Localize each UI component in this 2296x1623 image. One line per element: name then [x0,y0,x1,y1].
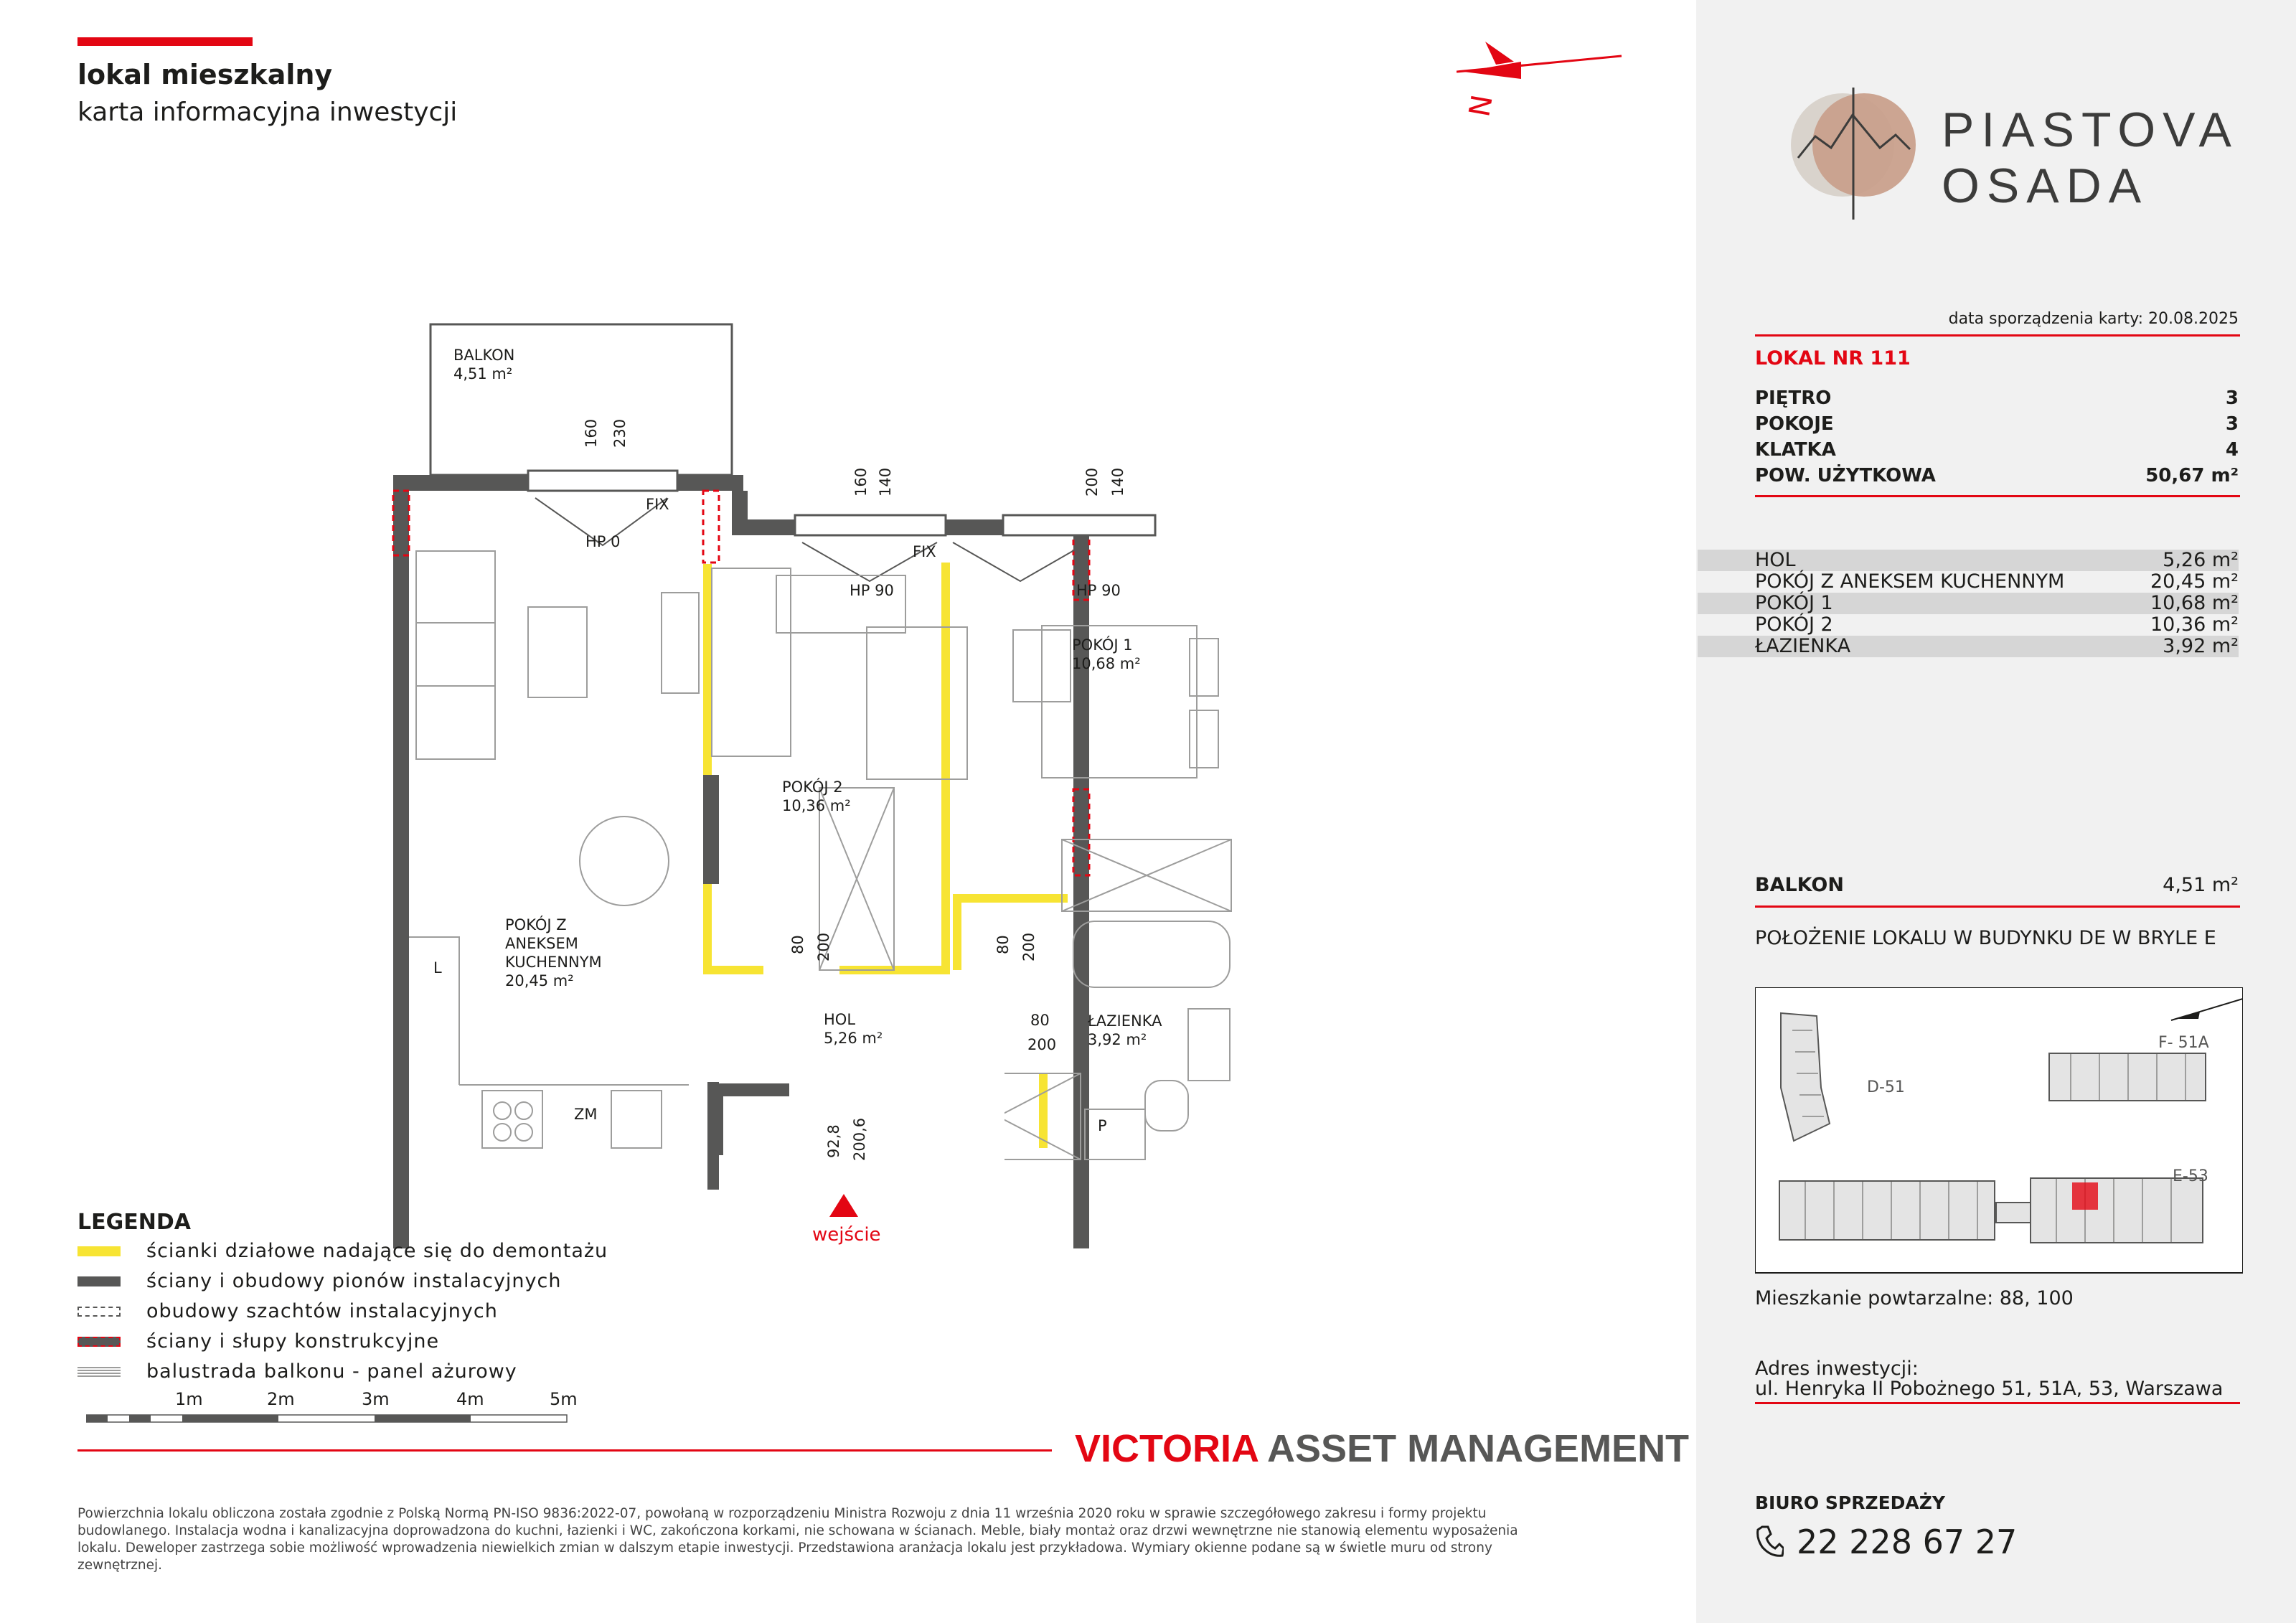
brand-line1: PIASTOVA [1942,103,2239,157]
label-pokoj1: POKÓJ 1 10,68 m² [1072,636,1141,672]
label-fix-1: FIX [646,496,669,513]
bathtub-icon [1073,921,1230,987]
info-row-staircase: KLATKA 4 [1755,439,2239,461]
dim-window3-1: 200 [1083,467,1101,497]
dim-balkon-2: 230 [611,418,629,448]
phone-icon [1755,1525,1784,1558]
legend-item-partitions: ścianki działowe nadające się do demontażu [77,1240,608,1262]
company-name: VICTORIA ASSET MANAGEMENT [1075,1427,1690,1470]
label-hp0: HP 0 [585,533,621,550]
info-row-floor: PIĘTRO 3 [1755,387,2239,409]
phone-block[interactable] [1755,1523,2017,1561]
disclaimer: Powierzchnia lokalu obliczona została zgodnie z Polską Normą PN-ISO 9836:2022-07, powołaną w rozporządzeniu Ministra Rozwoju z dnia 11 września 2020 roku w sprawie szczegółowego zakresu i formy projektu budowlanego. Instalacja wodna i kanalizacyjna doprowadzona do kuchni, łazienki i WC, zakończona korkami, nie schowana w ścianach. Meble, biały montaż oraz drzwi wewnętrzne nie stanowią elementu wyposażenia lokalu. Deweloper zastrzega sobie możliwość wprowadzenia niewielkich zmian w dalszym etapie inwestycji. Przedstawiona aranżacja lokalu jest przykładowa. Wymiary okienne podane są w świetle muru od strony zewnętrznej. [77,1506,1518,1573]
swatch-yellow [77,1246,121,1256]
scale-bar [86,1413,581,1424]
legend-item-shafts: obudowy szachtów instalacyjnych [77,1300,498,1322]
phone-number[interactable]: 22 228 67 27 [1797,1523,2018,1561]
label-hol: HOL 5,26 m² [824,1011,883,1047]
label-p: P [1098,1117,1107,1134]
scale-3m: 3m [362,1389,390,1409]
label-pokoj2: POKÓJ 2 10,36 m² [782,778,851,814]
north-label: N [1463,92,1500,120]
dim-door4-2: 200,6 [851,1117,868,1161]
room-row-pokoj2: POKÓJ 2 10,36 m² [1755,613,2239,636]
legend-item-structural: ściany i słupy konstrukcyjne [77,1330,439,1352]
brand-line2: OSADA [1942,159,2149,213]
legend-item-balustrade: balustrada balkonu - panel ażurowy [77,1360,517,1383]
dim-window2-1: 160 [852,467,870,497]
dim-balkon-1: 160 [583,418,600,448]
dim-window2-2: 140 [877,467,894,497]
room-row-living: POKÓJ Z ANEKSEM KUCHENNYM 20,45 m² [1755,570,2239,593]
room-row-lazienka: ŁAZIENKA 3,92 m² [1698,636,2239,657]
label-living: POKÓJ Z ANEKSEM KUCHENNYM 20,45 m² [505,916,602,989]
north-arrow-icon [1457,36,1636,122]
divider [1755,905,2240,908]
balcony-row: BALKON 4,51 m² [1755,874,2239,896]
divider [1755,1402,2240,1404]
dim-door4-1: 92,8 [825,1124,842,1158]
header-accent-bar [77,37,253,46]
document-subtitle: karta informacyjna inwestycji [77,98,458,127]
label-zm: ZM [574,1106,598,1123]
map-label-d51: D-51 [1867,1078,1905,1096]
footer-divider [77,1449,1052,1452]
scale-1m: 1m [175,1389,203,1409]
apartment-marker [2072,1182,2098,1210]
toilet-icon [1145,1081,1188,1131]
scale-2m: 2m [267,1389,295,1409]
address-value: ul. Henryka II Pobożnego 51, 51A, 53, Warszawa [1755,1378,2224,1400]
legend-item-installation: ściany i obudowy pionów instalacyjnych [77,1270,561,1292]
dim-door2-1: 80 [994,935,1012,954]
dim-door1-1: 80 [789,935,806,954]
sales-label: BIURO SPRZEDAŻY [1755,1492,1945,1513]
sink-icon [1188,1009,1230,1081]
label-wejscie: wejście [812,1224,881,1246]
divider [1755,495,2240,497]
label-hp90-2: HP 90 [1076,582,1121,599]
dim-door3-1: 80 [1030,1012,1050,1029]
scale-4m: 4m [456,1389,484,1409]
address-label: Adres inwestycji: [1755,1358,1919,1380]
label-lazienka: ŁAZIENKA 3,92 m² [1088,1012,1162,1048]
label-fix-2: FIX [913,543,936,560]
pokoj1-bath-furniture [1004,588,1248,1205]
label-hp90-1: HP 90 [850,582,894,599]
piastova-logo-icon [1787,79,1930,222]
label-balkon: BALKON 4,51 m² [453,347,515,382]
repeat-note: Mieszkanie powtarzalne: 88, 100 [1755,1287,2074,1309]
dim-door1-2: 200 [815,932,832,961]
scale-5m: 5m [550,1389,578,1409]
site-map [1755,987,2243,1274]
entrance-arrow-icon [828,1192,860,1218]
map-label-f51a: F- 51A [2158,1034,2209,1052]
dim-door3-2: 200 [1027,1036,1057,1053]
document-title: lokal mieszkalny [77,59,333,90]
map-label-e53: E-53 [2173,1167,2208,1185]
dim-window3-2: 140 [1109,467,1126,497]
info-row-rooms: POKOJE 3 [1755,413,2239,435]
legend-title: LEGENDA [77,1210,191,1235]
info-row-area: POW. UŻYTKOWA 50,67 m² [1755,465,2239,486]
room-row-hol: HOL 5,26 m² [1698,550,2239,571]
lokal-number: LOKAL NR 111 [1755,347,1911,370]
location-title: POŁOŻENIE LOKALU W BUDYNKU DE W BRYLE E [1755,927,2216,949]
dim-door2-2: 200 [1020,932,1038,961]
divider [1755,334,2240,337]
room-row-pokoj1: POKÓJ 1 10,68 m² [1698,593,2239,614]
label-l: L [433,959,442,977]
card-date: data sporządzenia karty: 20.08.2025 [1948,310,2239,328]
